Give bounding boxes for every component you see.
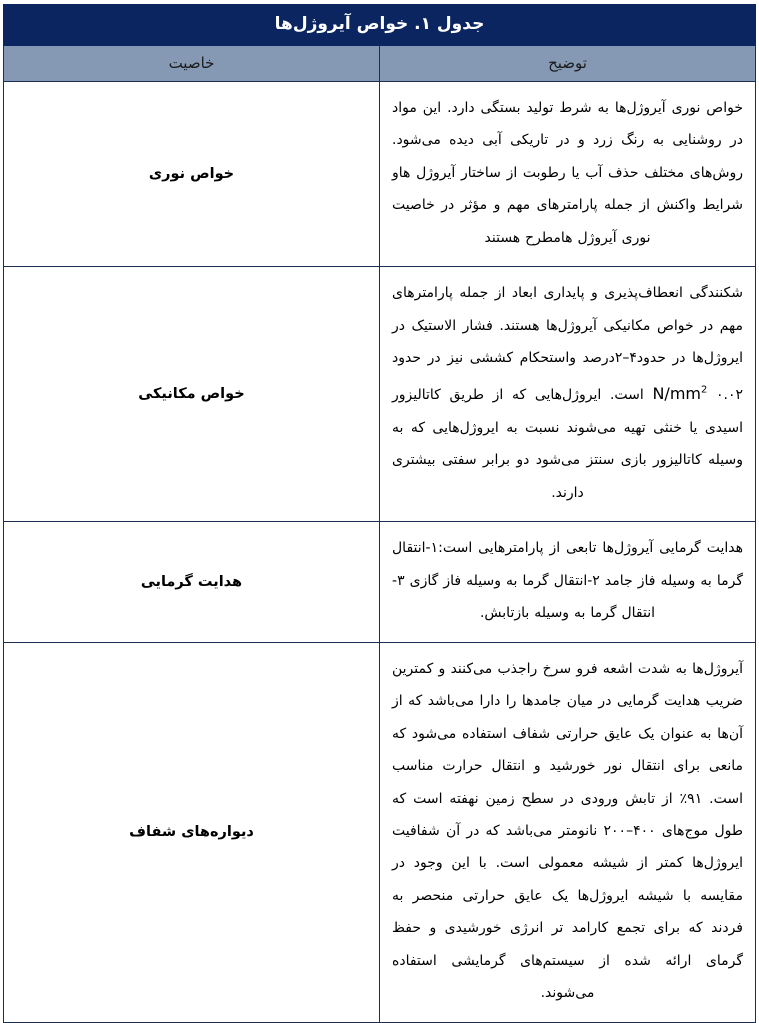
description-text (392, 277, 743, 509)
cell-property-thermal: هدایت گرمایی (4, 522, 380, 642)
unit-label: N/mm (652, 383, 701, 403)
table-row (4, 267, 756, 522)
table-title: جدول ۱. خواص آیروژل‌ها (4, 5, 756, 46)
cell-description-transparent-walls (380, 642, 756, 1022)
aerogel-properties-table (3, 4, 756, 1023)
cell-description-optical (380, 82, 756, 267)
description-text-part-1: شکنندگی انعطاف‌پذیری و پایداری ابعاد از جمله پارامترهای مهم در خواص مکانیکی آیروژل‌ها هستند. فشار الاستیک در ایروژل‌ها در حدود۴–۲درصد واستحکام کششی نیز در حدود ۰.۰۲ (392, 285, 743, 403)
cell-description-thermal (380, 522, 756, 642)
cell-description-mechanical (380, 267, 756, 522)
table-column-header-row (4, 46, 756, 82)
table-body (4, 82, 756, 1023)
cell-property-transparent-walls: دیواره‌های شفاف (4, 642, 380, 1022)
column-header-property: خاصیت (4, 46, 380, 82)
table-row (4, 642, 756, 1022)
description-text: هدایت گرمایی آیروژل‌ها تابعی از پارامترهایی است:۱-انتقال گرما به وسیله فاز جامد ۲-انتقال گرما به وسیله فاز گازی ۳-انتقال گرما به وسیله بازتابش. (392, 540, 743, 622)
unit-newton-per-mm-squared (652, 375, 707, 412)
unit-exponent: 2 (700, 384, 708, 396)
description-text: خواص نوری آیروژل‌ها به شرط تولید بستگی دارد. این مواد در روشنایی به رنگ زرد و در تاریکی آبی دیده می‌شود. روش‌های مختلف حذف آب یا رطوبت از ساختار آیروژل هاو شرایط واکنش از جمله پارامترهای مهم و مؤثر در خاصیت نوری آیروژل هامطرح هستند (392, 100, 743, 246)
description-text-part-2: است. ایروژل‌هایی که از طریق کاتالیزور اسیدی یا خنثی تهیه می‌شوند نسبت به ایروژل‌هایی که به وسیله کاتالیزور بازی سنتز می‌شود دو برابر سفتی بیشتری دارند. (392, 386, 743, 501)
table-row (4, 522, 756, 642)
table-head (4, 5, 756, 82)
table-row (4, 82, 756, 267)
cell-property-mechanical: خواص مکانیکی (4, 267, 380, 522)
cell-property-optical: خواص نوری (4, 82, 380, 267)
column-header-description: توضیح (380, 46, 756, 82)
description-text: آیروژل‌ها به شدت اشعه فرو سرخ راجذب می‌کنند و کمترین ضریب هدایت گرمایی در میان جامدها را دارا می‌باشد که از آن‌ها به عنوان یک عایق حرارتی شفاف استفاده می‌شود که مانعی برای انتقال نور خورشید و انتقال حرارت مناسب است. ۹۱٪ از تابش ورودی در سطح زمین نهفته است که طول موج‌های ۴۰۰–۲۰۰ نانومتر می‌باشد که در آن شفافیت ایروژل‌ها کمتر از شیشه معمولی است. با این وجود در مقایسه با شیشه ایروژل‌ها یک عایق حرارتی منحصر به فردند که برای تجمع کارامد تر انرژی خورشیدی و حفظ گرمای ارائه شده از سیستم‌های گرمایشی استفاده می‌شوند. (392, 660, 743, 1002)
table-title-row (4, 5, 756, 46)
